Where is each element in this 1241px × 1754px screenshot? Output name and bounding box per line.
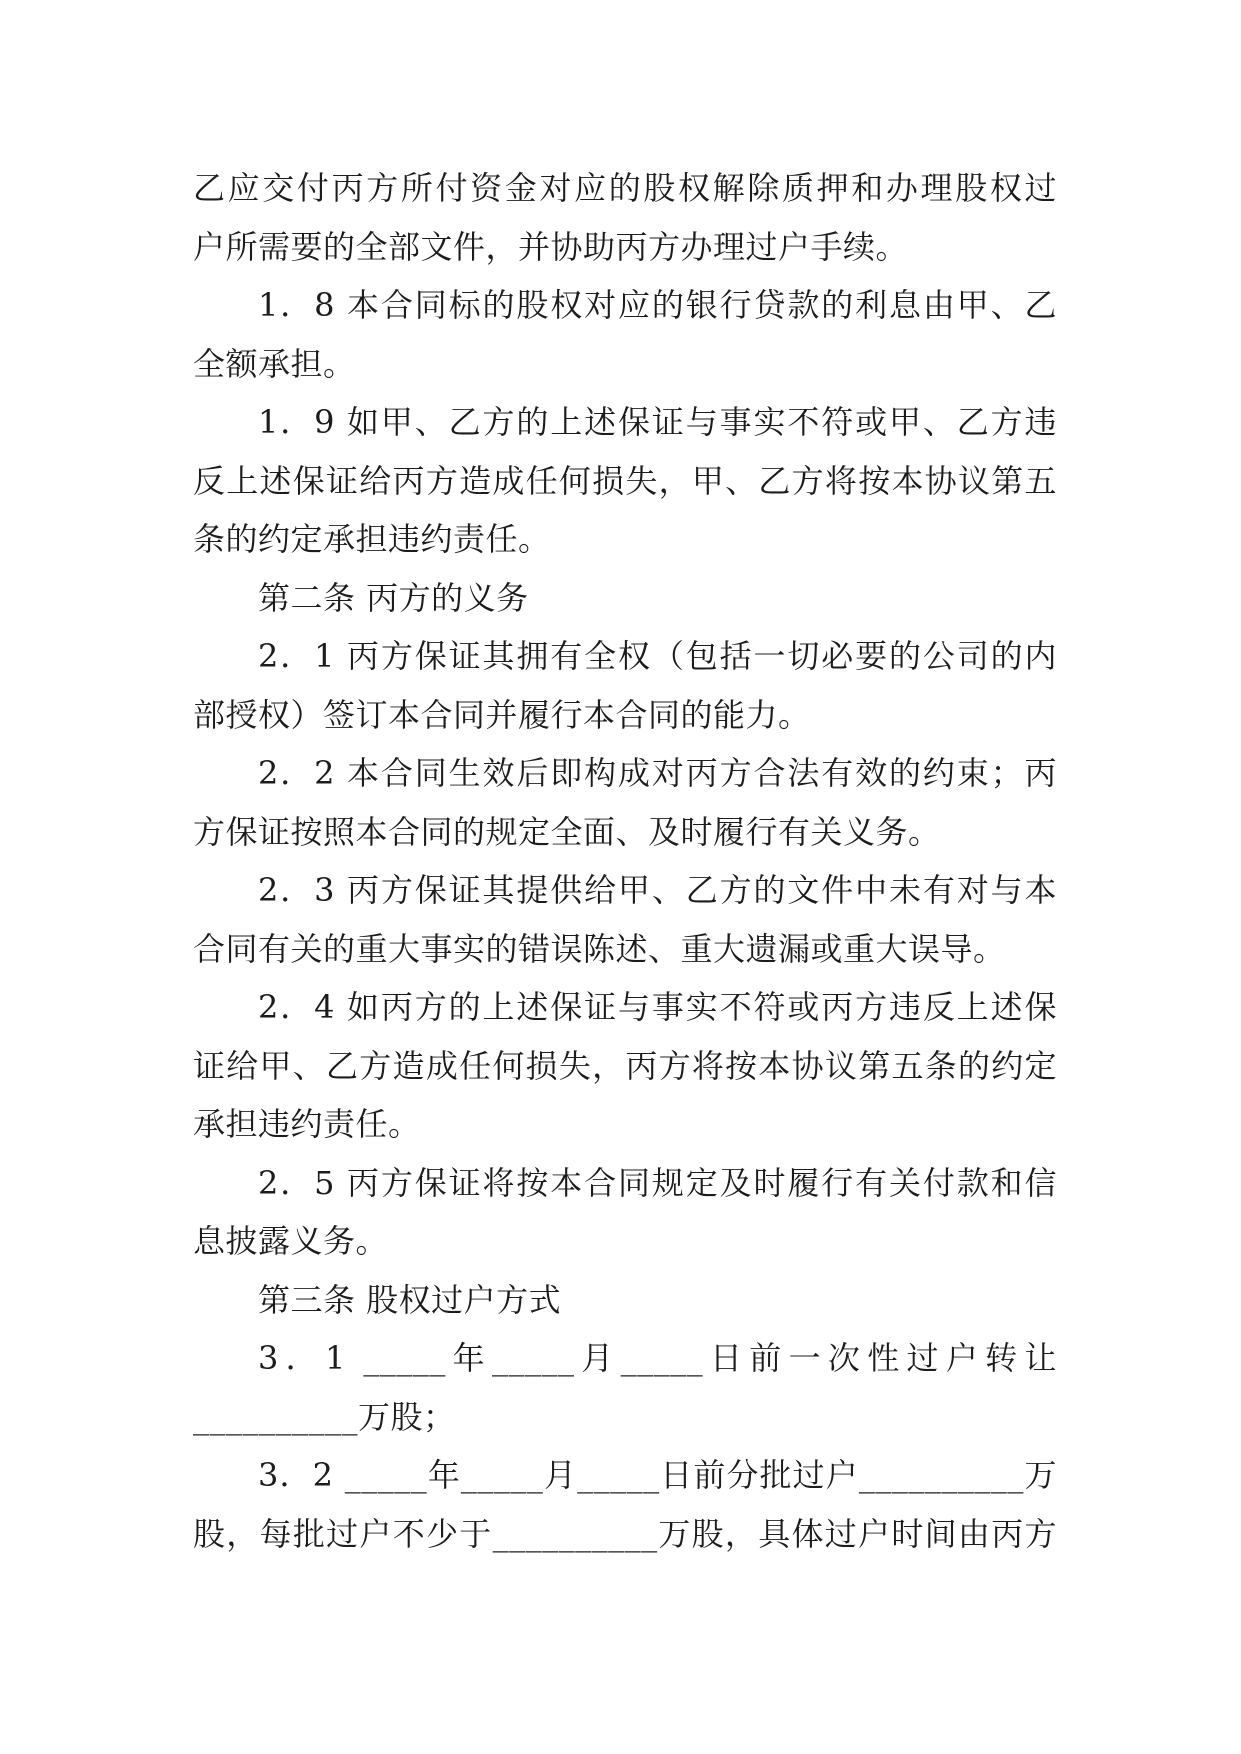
text-line: 2．4 如丙方的上述保证与事实不符或丙方违反上述保: [258, 988, 1057, 1026]
text-line: __________万股；: [193, 1397, 456, 1436]
text-line: 2．5 丙方保证将按本合同规定及时履行有关付款和信: [258, 1163, 1057, 1202]
clause-2-2: [193, 744, 1057, 861]
clause-2-4: [193, 978, 1057, 1154]
clause-3-2: [193, 1446, 1057, 1563]
text-line: 1．8 本合同标的股权对应的银行贷款的利息由甲、乙: [258, 286, 1057, 324]
text-line: 方保证按照本合同的规定全面、及时履行有关义务。: [193, 812, 941, 851]
text-line: 乙应交付丙方所付资金对应的股权解除质押和办理股权过: [193, 169, 1057, 207]
text-line: 反上述保证给丙方造成任何损失，甲、乙方将按本协议第五: [193, 461, 1057, 500]
text-line: 户所需要的全部文件，并协助丙方办理过户手续。: [193, 227, 909, 266]
text-line: 1．9 如甲、乙方的上述保证与事实不符或甲、乙方违: [258, 403, 1057, 441]
text-line: 2．2 本合同生效后即构成对丙方合法有效的约束；丙: [258, 754, 1057, 792]
text-line: 条的约定承担违约责任。: [193, 520, 551, 558]
clause-1-7-continuation: [193, 159, 1057, 276]
text-line: 3．2 _____年_____月_____日前分批过户__________万: [258, 1456, 1057, 1494]
heading-line: 第三条 股权过户方式: [258, 1280, 562, 1319]
text-line: 承担违约责任。: [193, 1105, 421, 1143]
text-line: 证给甲、乙方造成任何损失，丙方将按本协议第五条的约定: [193, 1046, 1057, 1085]
text-line: 2．1 丙方保证其拥有全权（包括一切必要的公司的内: [258, 637, 1057, 675]
heading-line: 第二条 丙方的义务: [258, 578, 529, 617]
clause-1-8: [193, 276, 1057, 393]
clause-2-3: [193, 861, 1057, 978]
text-line: 股，每批过户不少于__________万股，具体过户时间由丙方: [193, 1514, 1057, 1553]
clause-2-1: [193, 627, 1057, 744]
text-line: 3．1 _____年_____月_____日前一次性过户转让: [258, 1339, 1057, 1377]
text-line: 部授权）签订本合同并履行本合同的能力。: [193, 695, 811, 734]
document-body: [193, 159, 1057, 1563]
clause-3-1: [193, 1329, 1057, 1446]
article-2-heading: [193, 569, 1057, 628]
text-line: 息披露义务。: [193, 1222, 389, 1260]
text-line: 2．3 丙方保证其提供给甲、乙方的文件中未有对与本: [258, 871, 1057, 909]
article-3-heading: [193, 1271, 1057, 1330]
clause-1-9: [193, 393, 1057, 569]
text-line: 合同有关的重大事实的错误陈述、重大遗漏或重大误导。: [193, 929, 1006, 968]
clause-2-5: [193, 1154, 1057, 1271]
text-line: 全额承担。: [193, 344, 356, 383]
